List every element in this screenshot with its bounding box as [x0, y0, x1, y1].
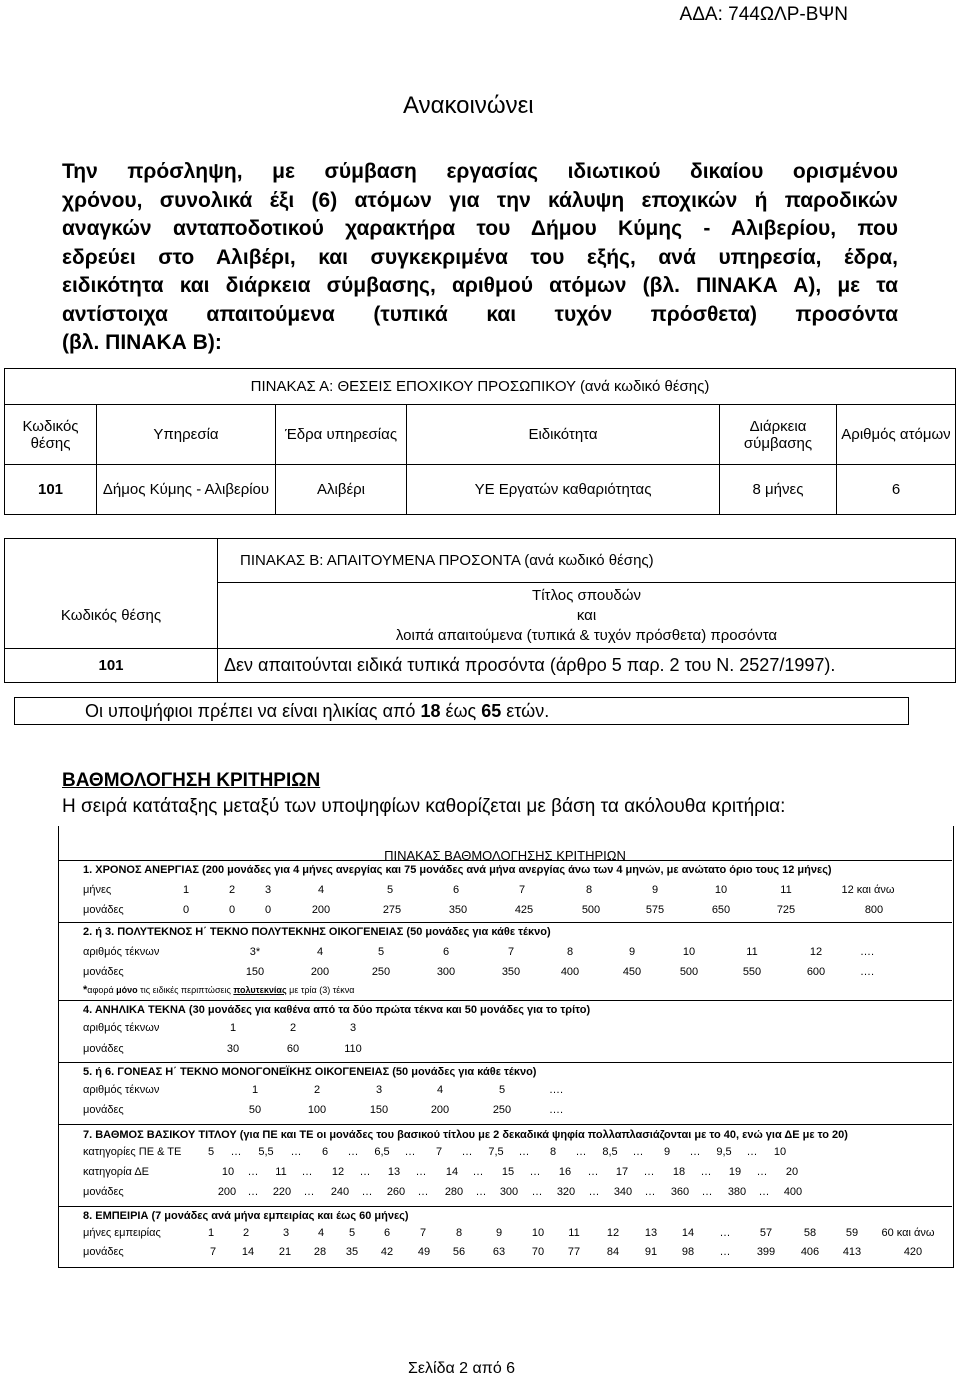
criteria-value: … [247, 1186, 259, 1198]
criteria-subtitle: Η σειρά κατάταξης μεταξύ των υποψηφίων καθορίζεται με βάση τα ακόλουθα κριτήρια: [62, 796, 786, 817]
page-footer: Σελίδα 2 από 6 [408, 1360, 516, 1377]
criteria-value: 500 [581, 904, 601, 916]
criteria-value: … [643, 1166, 655, 1178]
criteria-value: 60 και άνω [881, 1227, 935, 1239]
criteria-value: 650 [711, 904, 731, 916]
criteria-value: 8 [566, 946, 574, 958]
intro-line: αντίστοιχα απαιτούμενα (τυπικά και τυχόν πρόσθετα) προσόντα [62, 302, 898, 326]
criteria-value: 3 [282, 1227, 290, 1239]
criteria-value: 8 [549, 1146, 557, 1158]
row-label: μονάδες [83, 966, 124, 978]
criteria-value: 49 [417, 1246, 431, 1258]
table-b-header-title: Τίτλος σπουδών [532, 586, 641, 604]
criteria-value: 5 [377, 946, 385, 958]
criteria-value: 150 [245, 966, 265, 978]
criteria-value: 9 [651, 884, 659, 896]
criteria-value: 399 [756, 1246, 776, 1258]
row-label: κατηγορία ΔΕ [83, 1166, 149, 1178]
criterion-5-heading: 5. ή 6. ΓΟΝΕΑΣ Η΄ ΤΕΚΝΟ ΜΟΝΟΓΟΝΕΪΚΗΣ ΟΙΚΟΓΕΝΕΙΑΣ (50 μονάδες για κάθε τέκνο) [83, 1066, 537, 1078]
age-max: 65 [481, 701, 502, 721]
criterion-7-heading: 7. ΒΑΘΜΟΣ ΒΑΣΙΚΟΥ ΤΙΤΛΟΥ (για ΠΕ και ΤΕ οι μονάδες του βασικού τίτλου με 2 δεκαδικά ψηφία πολλαπλασιάζονται με το 40, ενώ για ΔΕ με το 20) [83, 1129, 848, 1141]
table-a-header: Έδρα υπηρεσίας [276, 405, 407, 465]
criteria-value: … [531, 1186, 543, 1198]
criteria-value: 10 [531, 1227, 545, 1239]
table-b-caption: ΠΙΝΑΚΑΣ Β: ΑΠΑΙΤΟΥΜΕΝΑ ΠΡΟΣΟΝΤΑ (ανά κωδικό θέσης) [218, 539, 956, 583]
criteria-value: … [529, 1166, 541, 1178]
table-a-header: Διάρκεια σύμβασης [720, 405, 837, 465]
criteria-value: 3 [349, 1022, 357, 1034]
criteria-value: 5 [207, 1146, 215, 1158]
criteria-value: 57 [759, 1227, 773, 1239]
intro-line: Την πρόσληψη, με σύμβαση εργασίας ιδιωτικού δικαίου ορισμένου [62, 160, 898, 183]
criteria-value: 8,5 [602, 1146, 618, 1158]
criteria-value: 9 [495, 1227, 503, 1239]
row-label: αριθμός τέκνων [83, 1022, 160, 1034]
ada-code: ΑΔΑ: 744ΩΛΡ-ΒΨΝ [679, 4, 848, 25]
criteria-value: 63 [492, 1246, 506, 1258]
criteria-value: 30 [226, 1043, 240, 1055]
criteria-value: 0 [228, 904, 236, 916]
criterion-8-heading: 8. ΕΜΠΕΙΡΙΑ (7 μονάδες ανά μήνα εμπειρίας και έως 60 μήνες) [83, 1210, 409, 1222]
table-b-header-code: Κωδικός θέσης [5, 583, 218, 649]
criteria-value: 725 [776, 904, 796, 916]
intro-paragraph [62, 158, 898, 358]
criteria-value: 50 [248, 1104, 262, 1116]
table-a [4, 368, 956, 515]
criteria-value: 200 [430, 1104, 450, 1116]
criteria-value: … [230, 1146, 242, 1158]
row-label: μονάδες [83, 1246, 124, 1258]
criteria-value: 2 [228, 884, 236, 896]
table-row [5, 649, 956, 683]
criteria-value: 413 [842, 1246, 862, 1258]
table-a-header: Ειδικότητα [407, 405, 720, 465]
criteria-value: … [290, 1146, 302, 1158]
criteria-value: 250 [492, 1104, 512, 1116]
criteria-value: 5,5 [258, 1146, 274, 1158]
criteria-value: 6 [383, 1227, 391, 1239]
criteria-value: … [472, 1166, 484, 1178]
criteria-value: 0 [182, 904, 190, 916]
criteria-value: 2 [242, 1227, 250, 1239]
criteria-value: 3* [249, 946, 261, 958]
table-cell: 6 [837, 465, 956, 515]
criteria-value: 260 [386, 1186, 406, 1198]
criteria-value: 220 [272, 1186, 292, 1198]
criteria-value: 17 [615, 1166, 629, 1178]
criteria-value: 6 [452, 884, 460, 896]
criteria-value: 14 [681, 1227, 695, 1239]
criteria-value: … [301, 1166, 313, 1178]
table-cell: 101 [5, 465, 97, 515]
criteria-value: 350 [501, 966, 521, 978]
table-cell: Δήμος Κύμης - Αλιβερίου [97, 465, 276, 515]
criterion-2-heading: 2. ή 3. ΠΟΛΥΤΕΚΝΟΣ Η΄ ΤΕΚΝΟ ΠΟΛΥΤΕΚΝΗΣ ΟΙΚΟΓΕΝΕΙΑΣ (50 μονάδες για κάθε τέκνο) [83, 926, 551, 938]
criteria-value: 7 [507, 946, 515, 958]
criteria-value: 550 [742, 966, 762, 978]
criteria-value: 600 [806, 966, 826, 978]
criteria-value: 4 [316, 946, 324, 958]
criteria-value: 280 [444, 1186, 464, 1198]
age-min: 18 [420, 701, 441, 721]
criterion-4-heading: 4. ΑΝΗΛΙΚΑ ΤΕΚΝΑ (30 μονάδες για καθένα από τα δύο πρώτα τέκνα και 50 μονάδες για το τρίτο) [83, 1004, 591, 1016]
criteria-value: 91 [644, 1246, 658, 1258]
criteria-value: 350 [448, 904, 468, 916]
criteria-value: 400 [560, 966, 580, 978]
criteria-value: 56 [452, 1246, 466, 1258]
criteria-value: 100 [307, 1104, 327, 1116]
criteria-value: … [518, 1146, 530, 1158]
table-b [4, 538, 956, 683]
criteria-value: … [758, 1186, 770, 1198]
row-label: μονάδες [83, 1186, 124, 1198]
criteria-value: … [644, 1186, 656, 1198]
criteria-value: 425 [514, 904, 534, 916]
criteria-value: 1 [251, 1084, 259, 1096]
criteria-value: 11 [746, 946, 758, 958]
criteria-value: 0 [264, 904, 272, 916]
criteria-value: 500 [679, 966, 699, 978]
criteria-value: 4 [436, 1084, 444, 1096]
table-cell: Δεν απαιτούνται ειδικά τυπικά προσόντα (άρθρο 5 παρ. 2 του Ν. 2527/1997). [218, 649, 956, 683]
criteria-value: 14 [445, 1166, 459, 1178]
criteria-value: 1 [229, 1022, 237, 1034]
criteria-value: 16 [558, 1166, 572, 1178]
table-a-caption: ΠΙΝΑΚΑΣ Α: ΘΕΣΕΙΣ ΕΠΟΧΙΚΟΥ ΠΡΟΣΩΠΙΚΟΥ (ανά κωδικό θέσης) [5, 369, 956, 405]
criteria-value: 6 [442, 946, 450, 958]
criteria-value: 13 [644, 1227, 658, 1239]
criteria-value: 4 [317, 884, 325, 896]
table-cell: 101 [5, 649, 218, 683]
table-a-header: Αριθμός ατόμων [837, 405, 956, 465]
criteria-value: 200 [310, 966, 330, 978]
table-a-header: Κωδικός θέσης [5, 405, 97, 465]
table-a-header: Υπηρεσία [97, 405, 276, 465]
criteria-value: 450 [622, 966, 642, 978]
criteria-value: 7 [209, 1246, 217, 1258]
criteria-value: 380 [727, 1186, 747, 1198]
criteria-value: 406 [800, 1246, 820, 1258]
criteria-value: 7 [419, 1227, 427, 1239]
criteria-value: 3 [375, 1084, 383, 1096]
criteria-value: 240 [330, 1186, 350, 1198]
criterion-1-heading: 1. ΧΡΟΝΟΣ ΑΝΕΡΓΙΑΣ (200 μονάδες για 4 μήνες ανεργίας και 75 μονάδες ανά μήνα ανεργίας άνω των 4 μηνών, με ανώτατο όριο τους 12 μήνες) [83, 864, 832, 876]
criteria-value: 12 και άνω [841, 884, 895, 896]
criteria-value: 98 [681, 1246, 695, 1258]
table-row [5, 465, 956, 515]
criteria-value: … [247, 1166, 259, 1178]
criteria-value: 575 [645, 904, 665, 916]
criteria-value: 60 [286, 1043, 300, 1055]
criteria-value: 5 [348, 1227, 356, 1239]
criteria-value: …. [859, 946, 875, 958]
criteria-value: 10 [221, 1166, 235, 1178]
criteria-value: … [404, 1146, 416, 1158]
row-label: μήνες [83, 884, 112, 896]
criteria-value: … [475, 1186, 487, 1198]
criteria-value: … [347, 1146, 359, 1158]
criteria-value: 21 [278, 1246, 292, 1258]
intro-line: αναγκών ανταποδοτικού χαρακτήρα του Δήμου Κύμης - Αλιβερίου, που [62, 217, 898, 240]
criteria-value: 35 [345, 1246, 359, 1258]
criteria-value: 360 [670, 1186, 690, 1198]
criteria-value: 5 [498, 1084, 506, 1096]
criteria-value: … [756, 1166, 768, 1178]
criteria-value: 420 [903, 1246, 923, 1258]
criteria-value: … [461, 1146, 473, 1158]
table-b-header-other: λοιπά απαιτούμενα (τυπικά & τυχόν πρόσθετα) προσόντα [395, 626, 778, 644]
criteria-value: 150 [369, 1104, 389, 1116]
criteria-value: …. [548, 1104, 564, 1116]
criteria-value: 6,5 [374, 1146, 390, 1158]
criteria-value: 7 [518, 884, 526, 896]
criteria-value: 200 [311, 904, 331, 916]
criteria-value: … [361, 1186, 373, 1198]
criteria-value: …. [548, 1084, 564, 1096]
criteria-value: 5 [386, 884, 394, 896]
criteria-value: 340 [613, 1186, 633, 1198]
criteria-value: 12 [606, 1227, 620, 1239]
criteria-value: … [689, 1146, 701, 1158]
intro-line: εδρεύει στο Αλιβέρι, και συγκεκριμένα του εξής, ανά υπηρεσία, έδρα, [62, 245, 898, 269]
criteria-value: … [415, 1166, 427, 1178]
table-cell: Αλιβέρι [276, 465, 407, 515]
criteria-heading: ΒΑΘΜΟΛΟΓΗΣΗ ΚΡΙΤΗΡΙΩΝ [62, 770, 321, 791]
criteria-value: 1 [207, 1227, 215, 1239]
criteria-value: 11 [568, 1227, 580, 1239]
criteria-value: 11 [780, 884, 792, 896]
table-b-header-and: και [576, 606, 597, 624]
criteria-value: 20 [785, 1166, 799, 1178]
row-label: μονάδες [83, 1043, 124, 1055]
criteria-value: 59 [845, 1227, 859, 1239]
intro-line: (βλ. ΠΙΝΑΚΑ Β): [62, 331, 222, 354]
criteria-value: 70 [531, 1246, 545, 1258]
row-label: κατηγορίες ΠΕ & ΤΕ [83, 1146, 182, 1158]
criteria-value: 7 [435, 1146, 443, 1158]
criteria-value: 110 [344, 1043, 362, 1055]
intro-line: χρόνου, συνολικά έξι (6) ατόμων για την κάλυψη εποχικών ή παροδικών [62, 188, 898, 212]
criteria-value: 84 [606, 1246, 620, 1258]
criteria-value: 12 [809, 946, 823, 958]
criteria-value: 28 [313, 1246, 327, 1258]
criteria-value: 800 [864, 904, 884, 916]
criteria-table-title: ΠΙΝΑΚΑΣ ΒΑΘΜΟΛΟΓΗΣΗΣ ΚΡΙΤΗΡΙΩΝ [384, 848, 626, 863]
criteria-value: … [587, 1166, 599, 1178]
criteria-value: … [632, 1146, 644, 1158]
criteria-value: 300 [499, 1186, 519, 1198]
page-title: Ανακοινώνει [403, 92, 534, 119]
criteria-value: 2 [289, 1022, 297, 1034]
criteria-value: 1 [182, 884, 190, 896]
age-text: Οι υποψήφιοι πρέπει να είναι ηλικίας από 18 έως 65 ετών. [85, 701, 550, 721]
criteria-value: 58 [803, 1227, 817, 1239]
row-label: μονάδες [83, 904, 124, 916]
criteria-value: 11 [275, 1166, 287, 1178]
criteria-value: 6 [321, 1146, 329, 1158]
criteria-value: 12 [331, 1166, 345, 1178]
criteria-value: 3 [264, 884, 272, 896]
age-requirement [14, 697, 909, 725]
criteria-value: 10 [682, 946, 696, 958]
criteria-value: 77 [567, 1246, 581, 1258]
criteria-value: 9,5 [716, 1146, 732, 1158]
criteria-value: 10 [773, 1146, 787, 1158]
criteria-value: 14 [241, 1246, 255, 1258]
criteria-value: 200 [217, 1186, 237, 1198]
criteria-value: 300 [436, 966, 456, 978]
criteria-value: 8 [585, 884, 593, 896]
criteria-value: 275 [382, 904, 402, 916]
table-cell: 8 μήνες [720, 465, 837, 515]
criteria-value: 400 [783, 1186, 803, 1198]
criteria-value: … [588, 1186, 600, 1198]
row-label: μονάδες [83, 1104, 124, 1116]
criteria-value: …. [859, 966, 875, 978]
criteria-value: 8 [455, 1227, 463, 1239]
criteria-value: … [575, 1146, 587, 1158]
criteria-value: … [719, 1246, 731, 1258]
criteria-value: 10 [714, 884, 728, 896]
criteria-value: 42 [380, 1246, 394, 1258]
criteria-value: 9 [663, 1146, 671, 1158]
criteria-value: … [701, 1186, 713, 1198]
criteria-value: … [417, 1186, 429, 1198]
criteria-value: 2 [313, 1084, 321, 1096]
table-cell: ΥΕ Εργατών καθαριότητας [407, 465, 720, 515]
criteria-value: 4 [317, 1227, 325, 1239]
criteria-value: … [719, 1227, 731, 1239]
criteria-value: 9 [628, 946, 636, 958]
criteria-value: 250 [371, 966, 391, 978]
criteria-value: … [700, 1166, 712, 1178]
criteria-value: 320 [556, 1186, 576, 1198]
criteria-value: 19 [728, 1166, 742, 1178]
criteria-value: 15 [501, 1166, 515, 1178]
row-label: μήνες εμπειρίας [83, 1227, 161, 1239]
criteria-value: 18 [672, 1166, 686, 1178]
intro-line: ειδικότητα και διάρκεια σύμβασης, αριθμού ατόμων (βλ. ΠΙΝΑΚΑ Α), με τα [62, 274, 898, 297]
criteria-value: 7,5 [488, 1146, 504, 1158]
criteria-value: … [746, 1146, 758, 1158]
criteria-value: 13 [387, 1166, 401, 1178]
criteria-value: … [359, 1166, 371, 1178]
criterion-2-note: *αφορά μόνο τις ειδικές περιπτώσεις πολυτεκνίας με τρία (3) τέκνα [83, 984, 355, 996]
row-label: αριθμός τέκνων [83, 1084, 160, 1096]
criteria-value: … [303, 1186, 315, 1198]
row-label: αριθμός τέκνων [83, 946, 160, 958]
